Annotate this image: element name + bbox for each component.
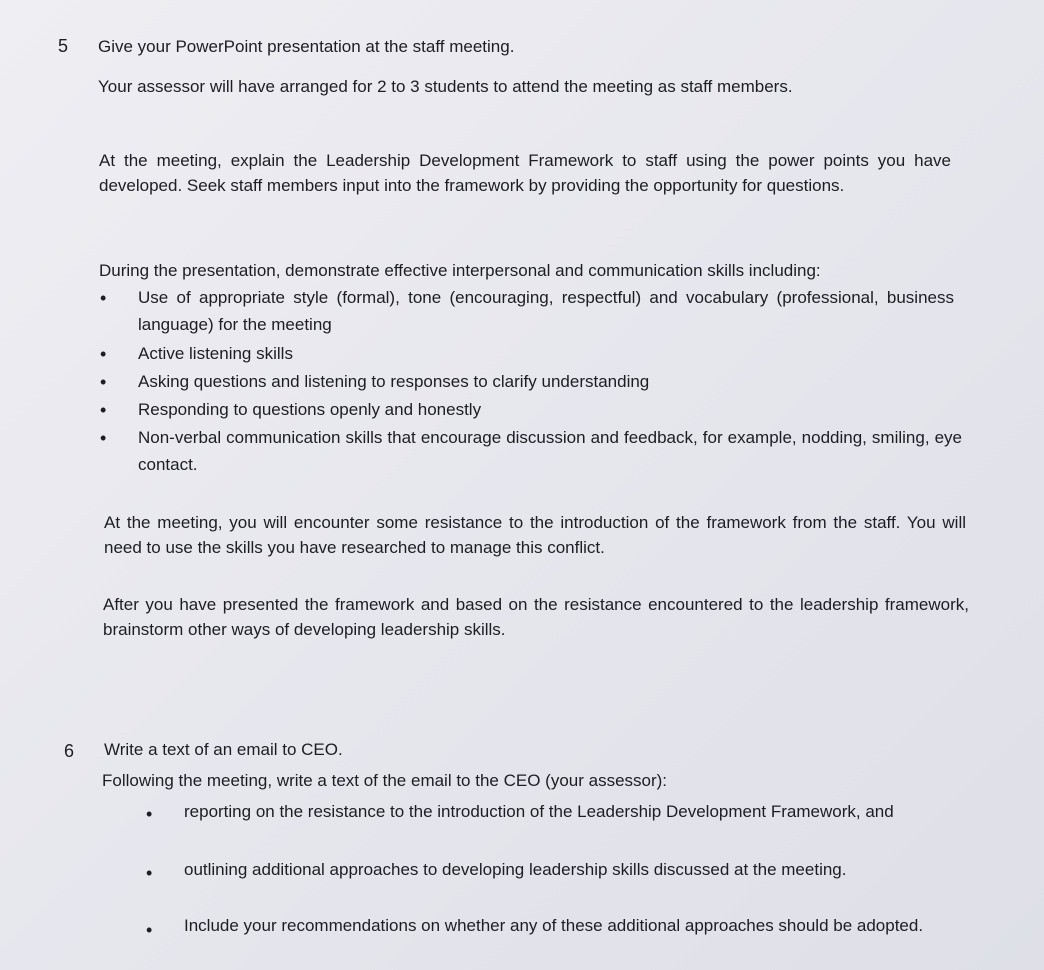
- bullet-marker: •: [100, 288, 107, 308]
- skills-list-item: Non-verbal communication skills that encourage discussion and feedback, for example, nodding, smiling, eye contact.: [138, 428, 962, 474]
- bullet-marker: •: [100, 372, 107, 392]
- skills-list-item: Active listening skills: [138, 344, 293, 363]
- resistance-paragraph: At the meeting, you will encounter some resistance to the introduction of the framework from the staff. You will need to use the skills you have researched to manage this conflict.: [104, 513, 966, 557]
- section-5-number: 5: [58, 36, 69, 56]
- bullet-marker: •: [146, 920, 153, 940]
- bullet-marker: •: [100, 344, 107, 364]
- email-list-item: reporting on the resistance to the introduction of the Leadership Development Framework, and: [184, 802, 894, 821]
- email-list-item: Include your recommendations on whether any of these additional approaches should be adopted.: [184, 916, 924, 935]
- bullet-marker: •: [146, 804, 153, 824]
- skills-list-item: Responding to questions openly and honestly: [138, 400, 482, 419]
- section-6-intro: Following the meeting, write a text of the email to the CEO (your assessor):: [102, 771, 668, 790]
- bullet-marker: •: [100, 428, 107, 448]
- section-6-heading: Write a text of an email to CEO.: [104, 740, 343, 759]
- skills-intro: During the presentation, demonstrate effective interpersonal and communication skills including:: [99, 261, 821, 280]
- section-5-heading: Give your PowerPoint presentation at the staff meeting.: [98, 37, 515, 56]
- bullet-marker: •: [100, 400, 107, 420]
- skills-list-item: Asking questions and listening to responses to clarify understanding: [138, 372, 650, 391]
- email-list-item: outlining additional approaches to developing leadership skills discussed at the meeting.: [184, 860, 847, 879]
- meeting-paragraph: At the meeting, explain the Leadership Development Framework to staff using the power points you have developed. Seek staff members input into the framework by providing the opportunity for questions.: [99, 151, 951, 195]
- section-5-intro: Your assessor will have arranged for 2 to 3 students to attend the meeting as staff members.: [98, 77, 793, 96]
- skills-list-item: Use of appropriate style (formal), tone (encouraging, respectful) and vocabulary (professional, business language) for the meeting: [138, 288, 954, 334]
- section-6-number: 6: [64, 741, 75, 761]
- bullet-marker: •: [146, 863, 153, 883]
- brainstorm-paragraph: After you have presented the framework and based on the resistance encountered to the leadership framework, brainstorm other ways of developing leadership skills.: [103, 595, 969, 639]
